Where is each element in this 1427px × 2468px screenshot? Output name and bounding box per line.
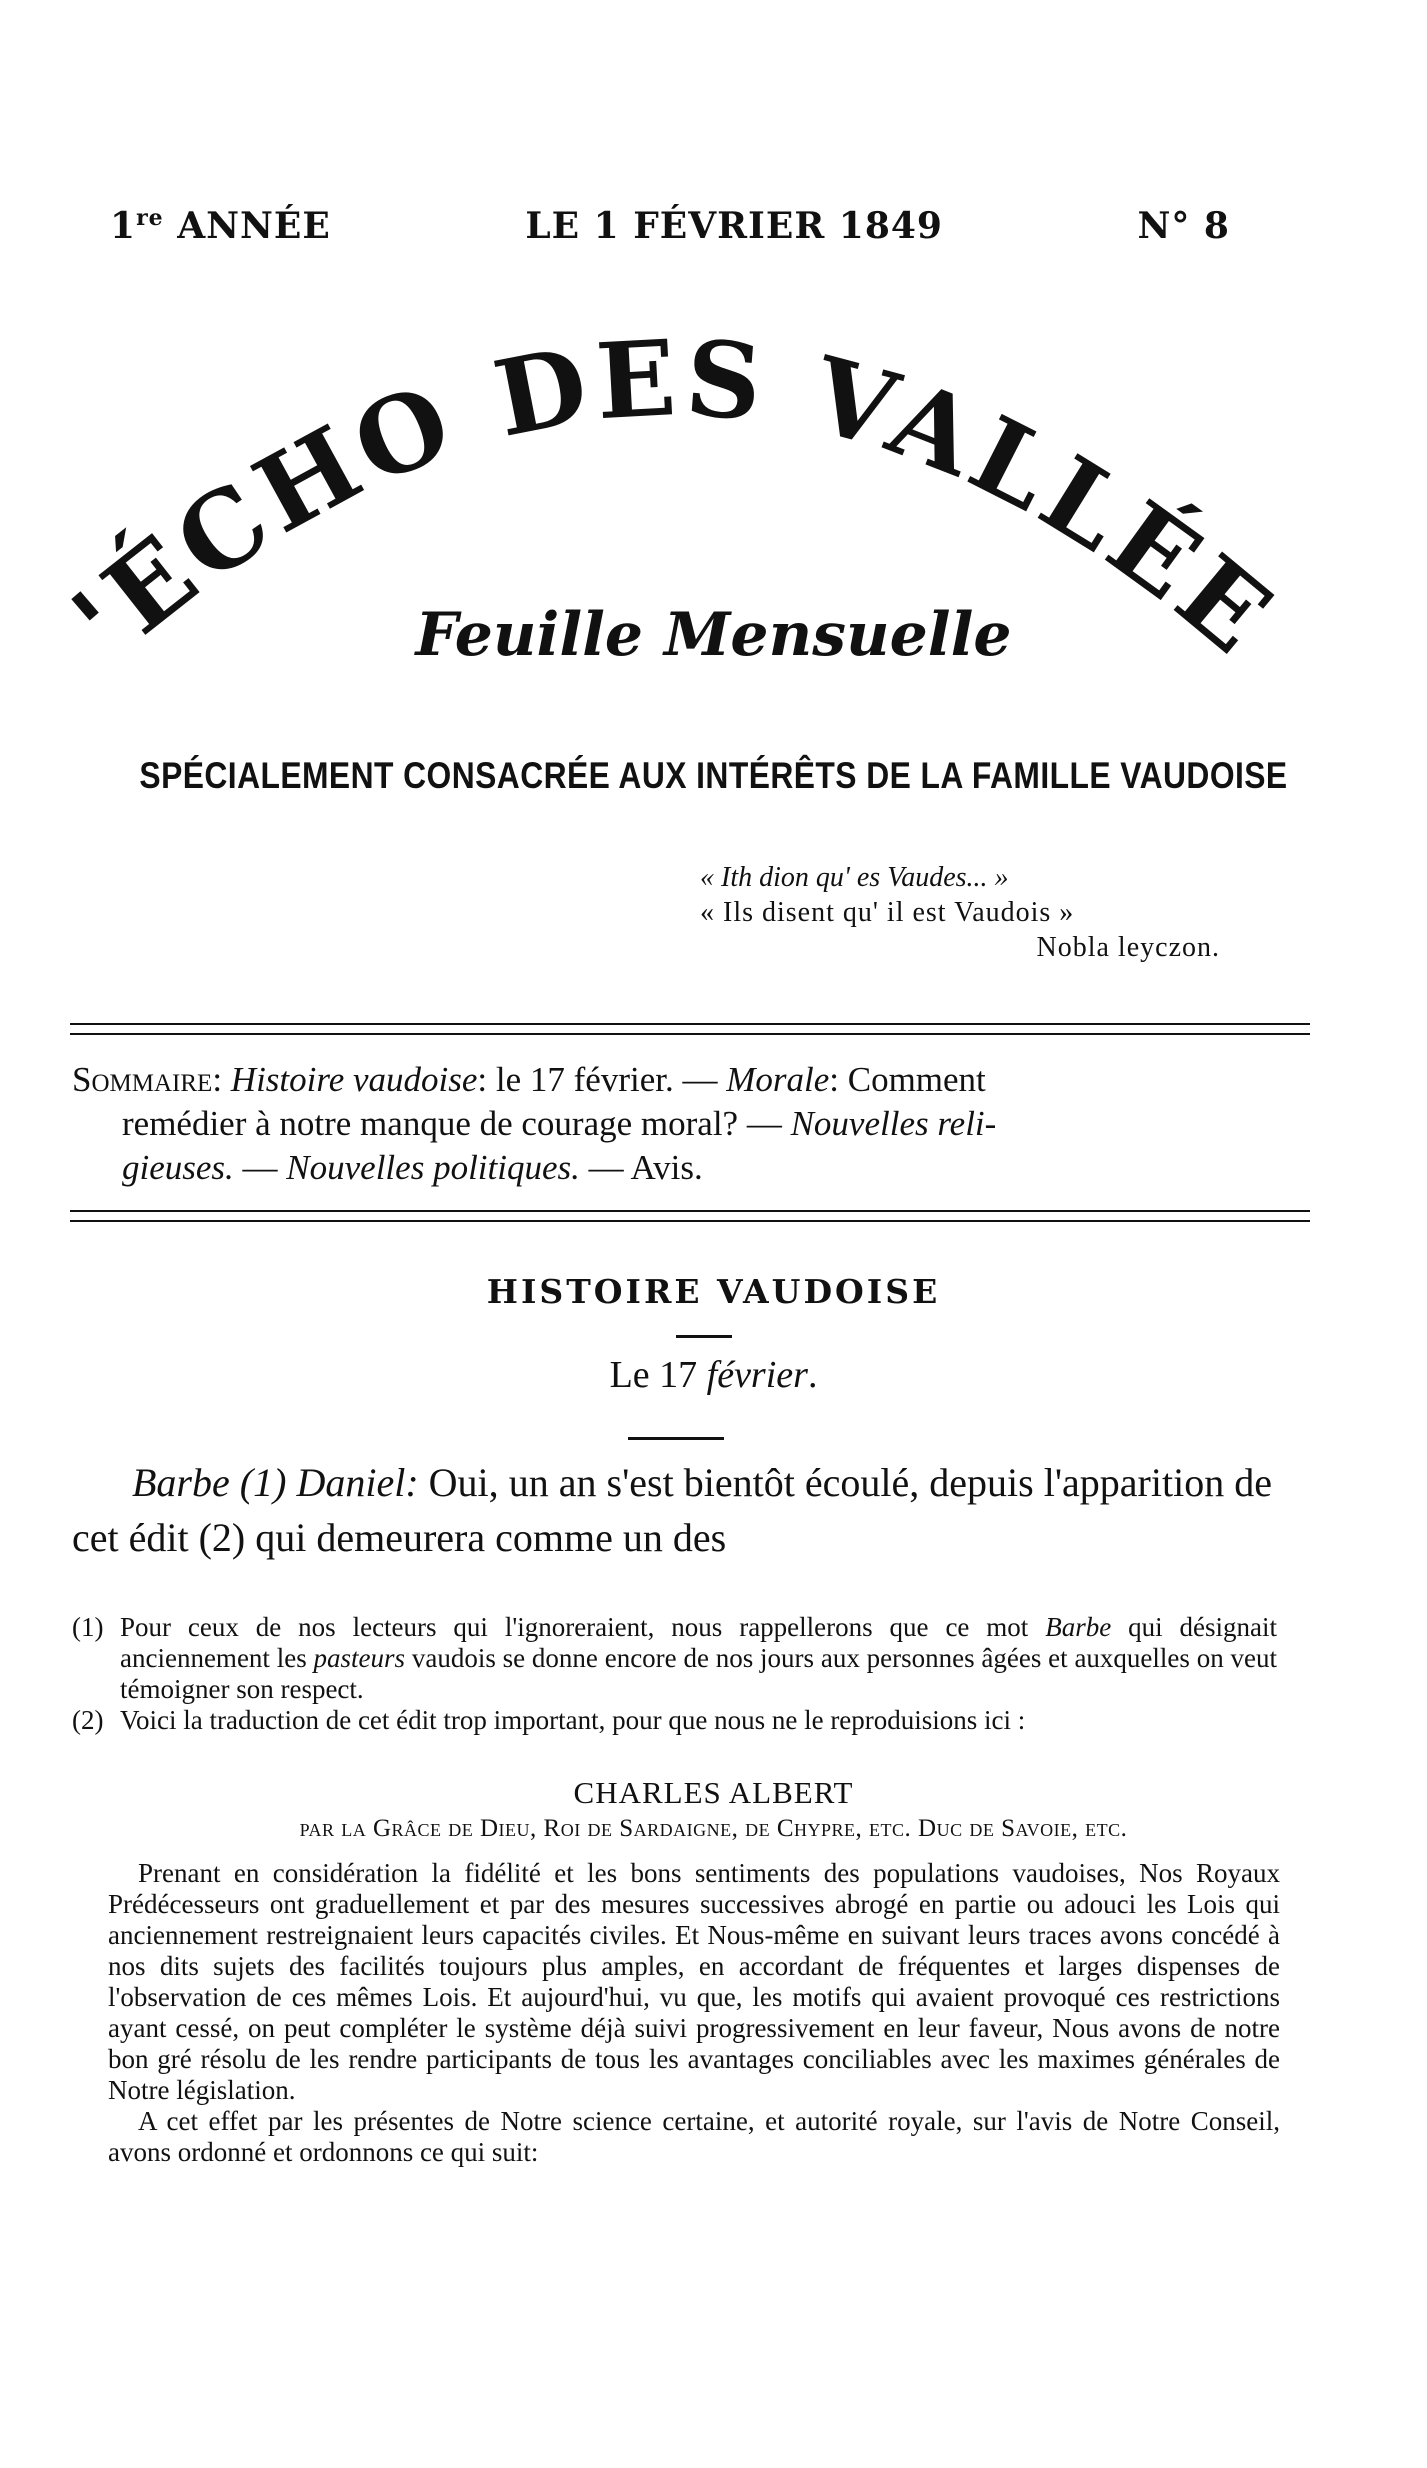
edict-king: CHARLES ALBERT	[573, 1775, 854, 1810]
divider-rule	[70, 1210, 1310, 1222]
title-dash	[676, 1335, 732, 1338]
motto	[700, 860, 1220, 965]
footnotes	[72, 1612, 1277, 1736]
masthead-subtitle: Feuille Mensuelle	[415, 600, 1012, 670]
divider-rule	[70, 1023, 1310, 1035]
edict-paragraph: A cet effet par les présentes de Notre science certaine, et autorité royale, sur l'avis de Notre Conseil, avons ordonné et ordonnons ce qui suit:	[108, 2106, 1280, 2167]
masthead-title-text: 'ÉCHO DES VALLÉE	[60, 315, 1290, 682]
summary: Sommaire: Histoire vaudoise: le 17 février. — Morale: Comment remédier à notre manque de courage moral? — Nouvelles reli- gieuses. — Nouvelles politiques. — Avis.	[72, 1060, 997, 1187]
motto-line-1: « Ith dion qu' es Vaudes... »	[700, 862, 1009, 893]
footnote-1: (1) Pour ceux de nos lecteurs qui l'ignoreraient, nous rappellerons que ce mot Barbe qui désignait anciennement les pasteurs vaudois se donne encore de nos jours aux personnes âgées et auxquelles on veut témoigner son respect.	[72, 1612, 1277, 1704]
summary-item: Nouvelles reli-	[790, 1104, 997, 1143]
issue-header	[110, 205, 1230, 247]
article-body: Barbe (1) Daniel: Oui, un an s'est bientôt écoulé, depuis l'apparition de cet édit (2) qui demeurera comme un des	[72, 1460, 1272, 1560]
motto-source: Nobla leyczon.	[1036, 932, 1220, 963]
summary-item: Histoire vaudoise	[230, 1060, 478, 1099]
edict-titles: par la Grâce de Dieu, Roi de Sardaigne, de Chypre, etc. Duc de Savoie, etc.	[299, 1815, 1128, 1842]
summary-label: Sommaire	[72, 1060, 213, 1099]
edict-paragraph: Prenant en considération la fidélité et les bons sentiments des populations vaudoises, Nos Royaux Prédécesseurs ont graduellement et par des mesures successives abrogé en partie ou adouci les Lois qui anciennement restreignaient leurs capacités civiles. Et Nous-même en suivant leurs traces avons concédé à nos dits sujets des facilités toujours plus amples, en accordant de fréquentes et larges dispenses de l'observation de ces mêmes Lois. Et aujourd'hui, vu que, les motifs qui avaient provoqué ces restrictions ayant cessé, on peut compléter le système déjà suivi progressivement en leur faveur, Nous avons de notre bon gré résolu de les rendre participants de tous les avantages conciliables avec les maximes générales de Notre législation.	[108, 1858, 1280, 2105]
edict-text	[108, 1858, 1280, 2168]
section-subtitle: Le 17 février.	[609, 1354, 818, 1396]
issue-date: LE 1 FÉVRIER 1849	[525, 205, 943, 247]
issue-year: 1re ANNÉE	[110, 205, 331, 247]
subtitle-dash	[628, 1437, 724, 1440]
footnote-2: (2) Voici la traduction de cet édit trop important, pour que nous ne le reproduisions ici :	[72, 1705, 1026, 1735]
summary-item: Nouvelles politiques.	[286, 1148, 580, 1187]
summary-item: Morale	[726, 1060, 830, 1099]
masthead-tagline: SPÉCIALEMENT CONSACRÉE AUX INTÉRÊTS DE LA FAMILLE VAUDOISE	[139, 755, 1288, 796]
motto-line-2: « Ils disent qu' il est Vaudois »	[700, 897, 1075, 928]
issue-number: N° 8	[1137, 205, 1230, 247]
section-title: HISTOIRE VAUDOISE	[486, 1272, 941, 1311]
